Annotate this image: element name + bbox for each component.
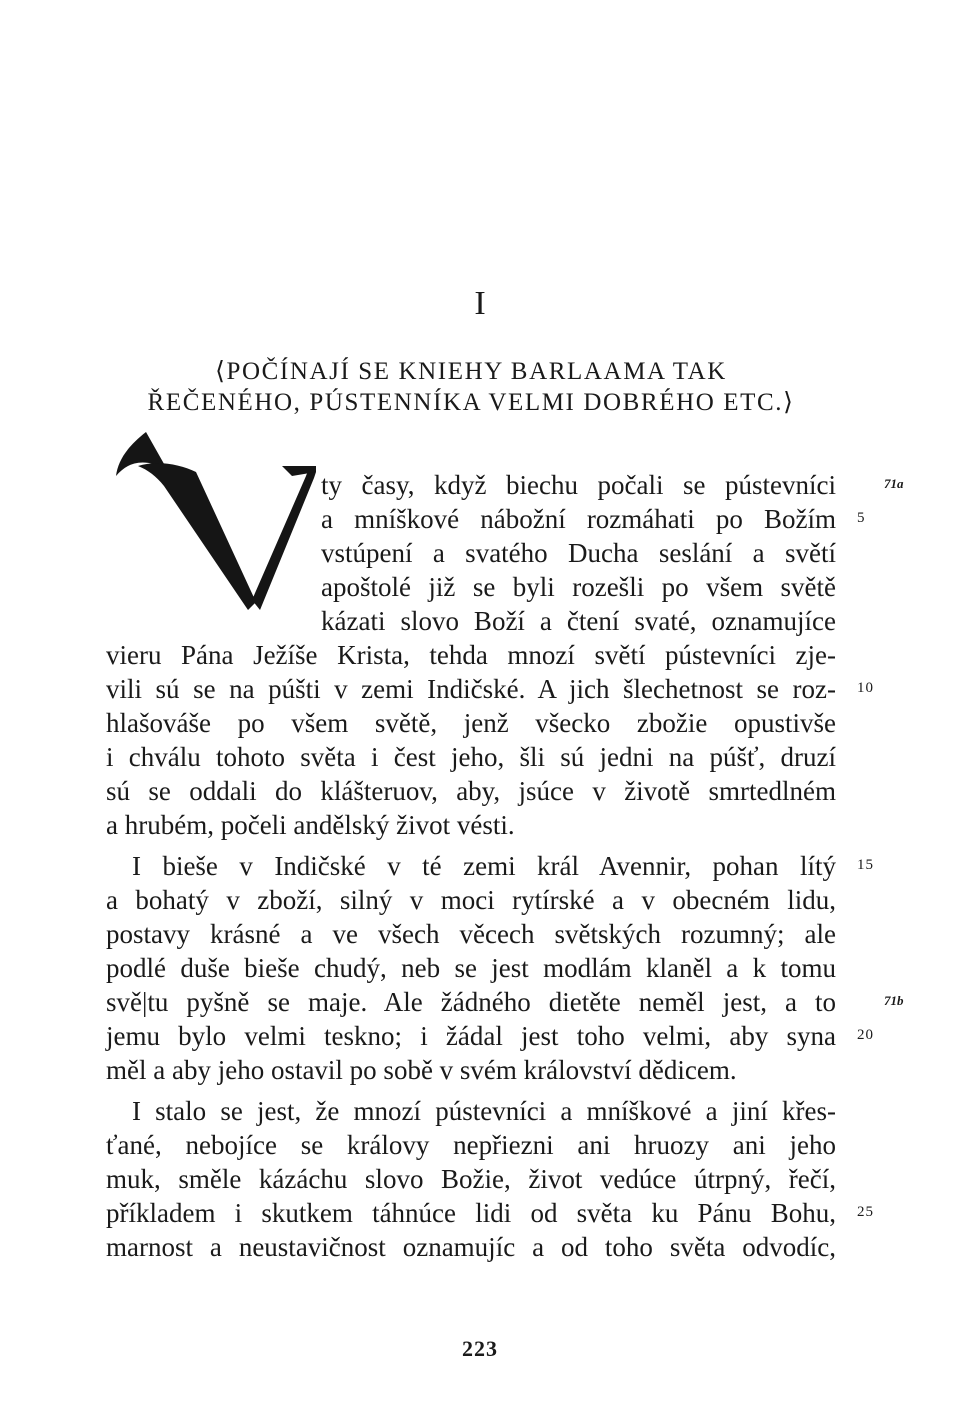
text-line: kázati slovo Boží a čtení svaté, oznamujíce bbox=[321, 606, 836, 636]
text-line: ty časy, když biechu počali se pústevníci bbox=[321, 470, 836, 500]
text-line: postavy krásné a ve všech věcech světských rozumný; ale bbox=[106, 919, 836, 949]
text-line: hlašováše po všem světě, jenž všecko zbožie opustivše bbox=[106, 708, 836, 738]
text-line: vstúpení a svatého Ducha seslání a světí bbox=[321, 538, 836, 568]
text-line: měl a aby jeho ostavil po sobě v svém království dědicem. bbox=[106, 1055, 737, 1085]
line-number: 5 bbox=[857, 510, 866, 526]
text-line: a bohatý v zboží, silný v moci rytírské a v obecném lidu, bbox=[106, 885, 836, 915]
text-line: marnost a neustavičnost oznamujíc a od toho světa odvodíc, bbox=[106, 1232, 836, 1262]
line-number: 20 bbox=[857, 1027, 874, 1043]
dropcap-letter-v bbox=[116, 420, 316, 616]
text-line: i chválu tohoto světa i čest jeho, šli sú jedni na púšť, druzí bbox=[106, 742, 836, 772]
text-line: muk, směle kázáchu slovo Božie, život vedúce útrpný, řečí, bbox=[106, 1164, 836, 1194]
line-number: 10 bbox=[857, 680, 874, 696]
text-line: podlé duše bieše chudý, neb se jest modlám klaněl a k tomu bbox=[106, 953, 836, 983]
chapter-heading bbox=[106, 356, 836, 418]
text-line: jemu bylo velmi teskno; i žádal jest toho velmi, aby syna bbox=[106, 1021, 836, 1051]
text-line: a mníškové nábožní rozmáhati po Božím bbox=[321, 504, 836, 534]
text-line: vili sú se na púšti v zemi Indičské. A jich šlechetnost se roz- bbox=[106, 674, 836, 704]
text-line: příkladem i skutkem táhnúce lidi od světa ku Pánu Bohu, bbox=[106, 1198, 836, 1228]
folio-marker: 71b bbox=[884, 993, 904, 1008]
text-line: svě|tu pyšně se maje. Ale žádného dietěte neměl jest, a to bbox=[106, 987, 836, 1017]
text-line: ťané, nebojíce se královy nepřiezni ani hruozy ani jeho bbox=[106, 1130, 836, 1160]
text-line: vieru Pána Ježíše Krista, tehda mnozí světí pústevníci zje- bbox=[106, 640, 836, 670]
heading-line-1: ⟨POČÍNAJÍ SE KNIEHY BARLAAMA TAK bbox=[215, 358, 727, 385]
line-number: 15 bbox=[857, 857, 874, 873]
text-line: apoštolé již se byli rozešli po všem světě bbox=[321, 572, 836, 602]
chapter-number: I bbox=[474, 285, 486, 322]
page-number: 223 bbox=[462, 1336, 498, 1361]
text-line: sú se oddali do klášteruov, aby, jsúce v životě smrtedlném bbox=[106, 776, 836, 806]
line-number: 25 bbox=[857, 1204, 874, 1220]
folio-marker: 71a bbox=[884, 476, 904, 491]
heading-line-2: ŘEČENÉHO, PÚSTENNÍKA VELMI DOBRÉHO ETC.⟩ bbox=[147, 389, 795, 416]
text-line: a hrubém, počeli andělský život vésti. bbox=[106, 810, 515, 840]
text-line: I bieše v Indičské v té zemi král Avennir, pohan lítý bbox=[132, 851, 836, 881]
text-line: I stalo se jest, že mnozí pústevníci a mníškové a jiní křes- bbox=[132, 1096, 836, 1126]
